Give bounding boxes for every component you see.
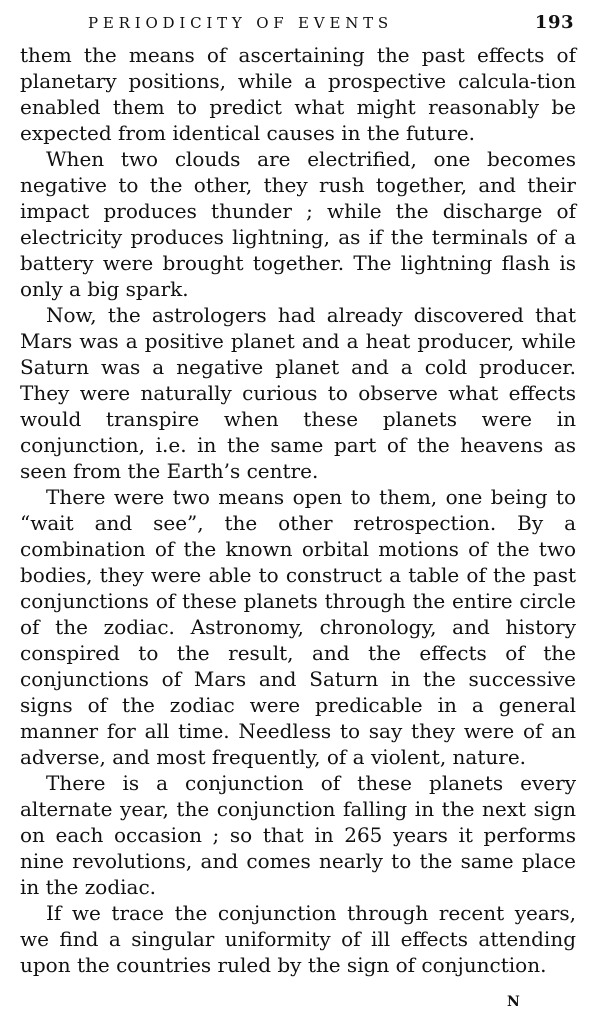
- signature-mark: N: [507, 994, 521, 1010]
- paragraph-alternate-year: There is a conjunction of these planets every alternate year, the conjunction falling in the next sign on each occasion ; so that in 265 years it performs nine revolutions, and comes nearly to the same place in the zodiac.: [20, 771, 576, 899]
- paragraph-mars-saturn: Now, the astrologers had already discovered that Mars was a positive planet and a heat producer, while Saturn was a negative planet and a cold producer. They were naturally curious to observe what effects would transpire when these planets were in conjunction, i.e. in the same part of the heavens as seen from the Earth’s centre.: [20, 303, 576, 483]
- body-text: [20, 42, 576, 978]
- paragraph-clouds: When two clouds are electrified, one becomes negative to the other, they rush together, and their impact produces thunder ; while the discharge of electricity produces lightning, as if the terminals of a battery were brought together. The lightning flash is only a big spark.: [20, 147, 576, 301]
- page-number: 193: [534, 12, 574, 33]
- paragraph-retrospection: There were two means open to them, one being to “wait and see”, the other retrospection. By a combination of the known orbital motions of the two bodies, they were able to construct a table of the past conjunctions of these planets through the entire circle of the zodiac. Astronomy, chronology, and history conspired to the result, and the effects of the conjunctions of Mars and Saturn in the successive signs of the zodiac were predicable in a general manner for all time. Needless to say they were of an adverse, and most frequently, of a violent, nature.: [20, 485, 576, 769]
- running-title: PERIODICITY OF EVENTS: [88, 14, 393, 32]
- running-head: [0, 10, 600, 40]
- paragraph-continued: them the means of ascertaining the past effects of planetary positions, while a prospective calcula-tion enabled them to predict what might reasonably be expected from identical causes in the future.: [20, 43, 576, 145]
- paragraph-recent-years: If we trace the conjunction through recent years, we find a singular uniformity of ill effects attending upon the countries ruled by the sign of conjunction.: [20, 901, 576, 977]
